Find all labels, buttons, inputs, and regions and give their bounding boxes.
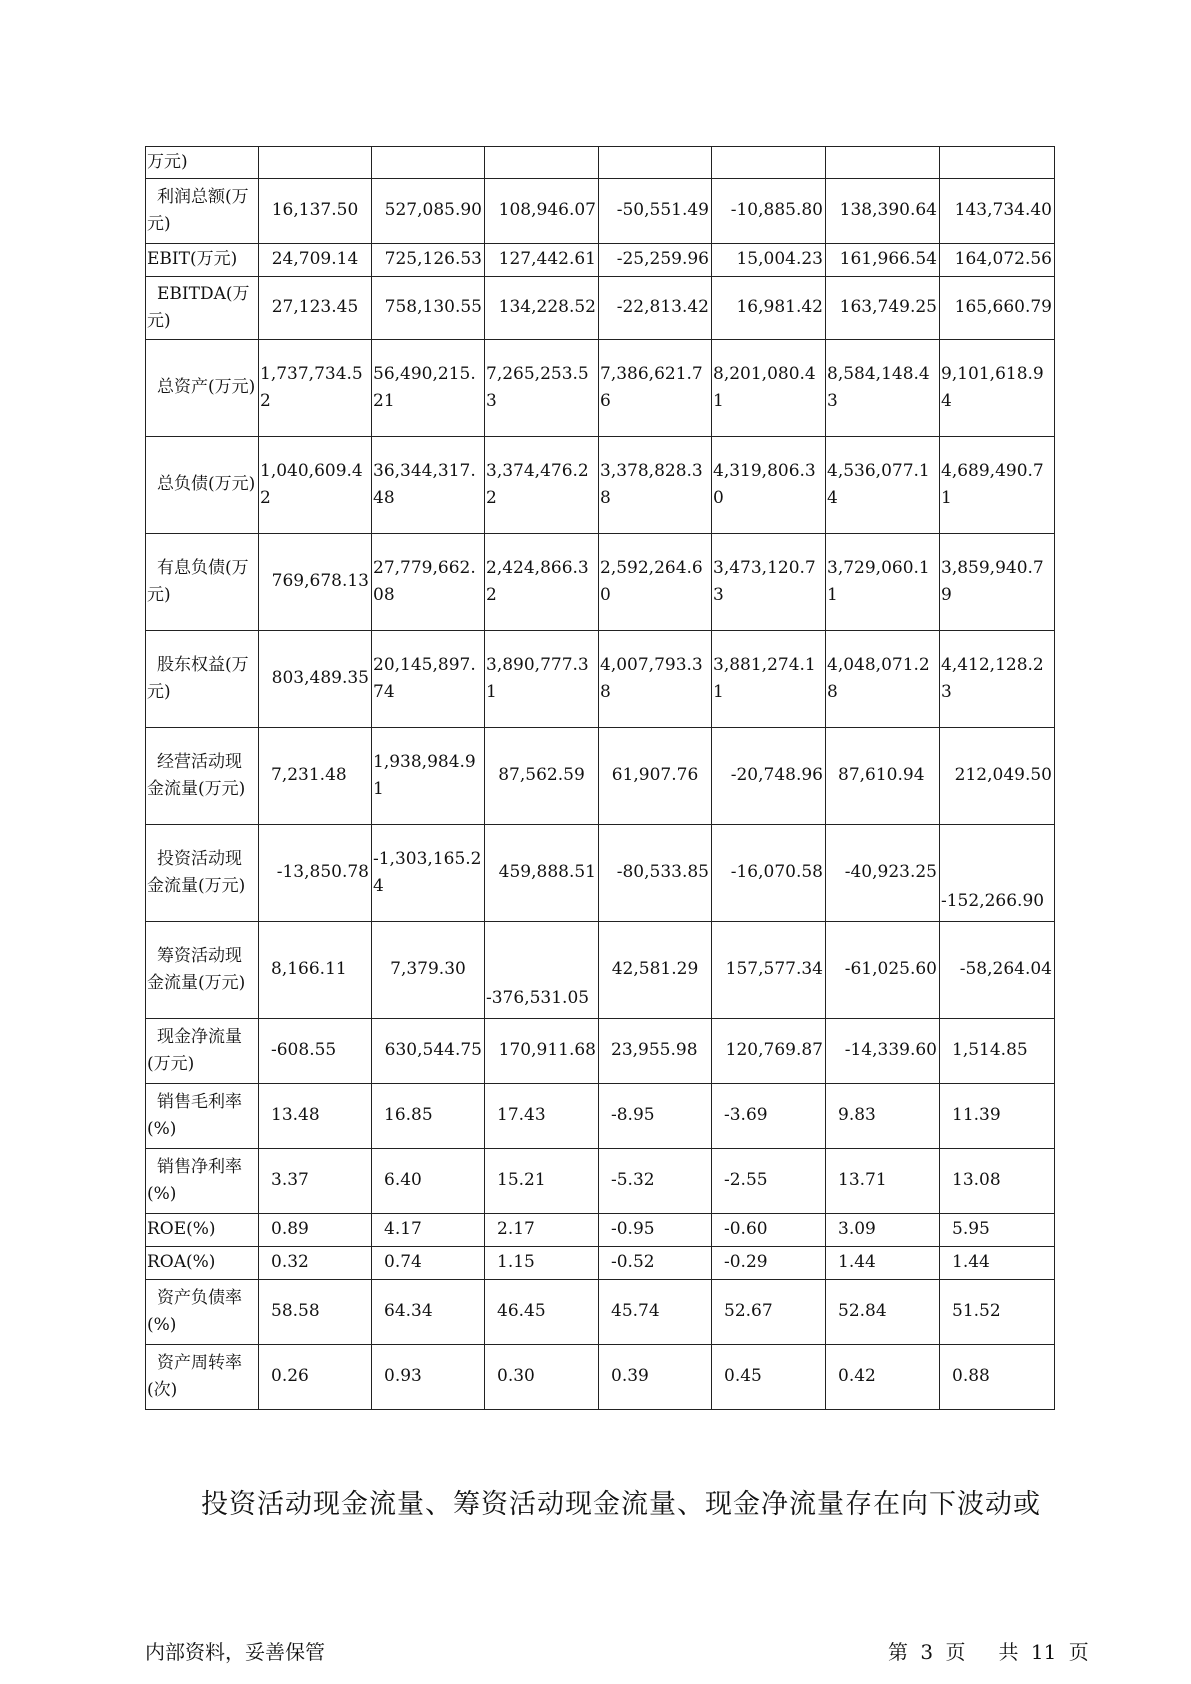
table-cell: 16,137.50 (259, 179, 372, 244)
table-cell: 15.21 (485, 1149, 599, 1214)
table-cell: 212,049.50 (940, 728, 1055, 825)
table-cell: 7,265,253.53 (485, 340, 599, 437)
table-cell: 127,442.61 (485, 244, 599, 277)
table-cell: 164,072.56 (940, 244, 1055, 277)
page-prefix: 第 (888, 1640, 908, 1664)
table-cell: 0.39 (599, 1345, 712, 1410)
table-cell: 3,729,060.11 (826, 534, 940, 631)
table-cell: 24,709.14 (259, 244, 372, 277)
table-cell: 1.44 (826, 1247, 940, 1280)
table-cell: -152,266.90 (940, 825, 1055, 922)
table-cell: 0.74 (372, 1247, 485, 1280)
table-cell: 27,123.45 (259, 277, 372, 340)
table-cell: 13.08 (940, 1149, 1055, 1214)
table-cell: 16,981.42 (712, 277, 826, 340)
table-cell: 15,004.23 (712, 244, 826, 277)
table-cell: -20,748.96 (712, 728, 826, 825)
table-cell (940, 147, 1055, 179)
table-cell: 161,966.54 (826, 244, 940, 277)
table-body (146, 147, 1055, 1410)
table-cell: 1,514.85 (940, 1019, 1055, 1084)
row-label: 万元) (146, 147, 259, 179)
page-suffix: 页 (945, 1640, 966, 1664)
table-row (146, 277, 1055, 340)
table-cell: 157,577.34 (712, 922, 826, 1019)
table-cell: 527,085.90 (372, 179, 485, 244)
row-label: 投资活动现金流量(万元) (146, 825, 259, 922)
row-label: 资产周转率(次) (146, 1345, 259, 1410)
table-cell: 17.43 (485, 1084, 599, 1149)
table-cell: 4,048,071.28 (826, 631, 940, 728)
table-cell: -80,533.85 (599, 825, 712, 922)
row-label: EBIT(万元) (146, 244, 259, 277)
table-cell: 143,734.40 (940, 179, 1055, 244)
table-cell (599, 147, 712, 179)
table-row (146, 1019, 1055, 1084)
table-cell: 725,126.53 (372, 244, 485, 277)
table-cell: 4,689,490.71 (940, 437, 1055, 534)
table-cell: -376,531.05 (485, 922, 599, 1019)
table-cell: 2,592,264.60 (599, 534, 712, 631)
table-cell: -2.55 (712, 1149, 826, 1214)
table-cell: 0.30 (485, 1345, 599, 1410)
table-cell: -13,850.78 (259, 825, 372, 922)
table-cell (372, 147, 485, 179)
body-paragraph: 投资活动现金流量、筹资活动现金流量、现金净流量存在向下波动或 (201, 1489, 1041, 1520)
row-label: 筹资活动现金流量(万元) (146, 922, 259, 1019)
table-cell: 3,881,274.11 (712, 631, 826, 728)
table-cell: 3.37 (259, 1149, 372, 1214)
table-cell: 803,489.35 (259, 631, 372, 728)
table-cell: -0.52 (599, 1247, 712, 1280)
table-cell: 52.84 (826, 1280, 940, 1345)
table-cell: 459,888.51 (485, 825, 599, 922)
table-cell: 0.45 (712, 1345, 826, 1410)
table-cell: -14,339.60 (826, 1019, 940, 1084)
table-cell: 9.83 (826, 1084, 940, 1149)
row-label: 资产负债率(%) (146, 1280, 259, 1345)
table-cell: 87,562.59 (485, 728, 599, 825)
table-row (146, 922, 1055, 1019)
table-cell: -8.95 (599, 1084, 712, 1149)
total-suffix: 页 (1068, 1640, 1089, 1664)
table-row (146, 631, 1055, 728)
table-cell: 51.52 (940, 1280, 1055, 1345)
table-cell: 27,779,662.08 (372, 534, 485, 631)
table-cell: 7,386,621.76 (599, 340, 712, 437)
table-cell: 165,660.79 (940, 277, 1055, 340)
page-number: 3 (920, 1640, 934, 1664)
table-cell: -16,070.58 (712, 825, 826, 922)
table-cell: 46.45 (485, 1280, 599, 1345)
table-cell: 56,490,215.21 (372, 340, 485, 437)
table-cell: 4.17 (372, 1214, 485, 1247)
table-cell: 108,946.07 (485, 179, 599, 244)
table-cell: 0.93 (372, 1345, 485, 1410)
table-cell: 58.58 (259, 1280, 372, 1345)
table-cell: 9,101,618.94 (940, 340, 1055, 437)
table-cell: 61,907.76 (599, 728, 712, 825)
table-cell: 120,769.87 (712, 1019, 826, 1084)
table-row (146, 1280, 1055, 1345)
row-label: 现金净流量(万元) (146, 1019, 259, 1084)
table-cell: -3.69 (712, 1084, 826, 1149)
table-row (146, 1084, 1055, 1149)
row-label: 经营活动现金流量(万元) (146, 728, 259, 825)
table-cell: 8,584,148.43 (826, 340, 940, 437)
table-cell: 0.26 (259, 1345, 372, 1410)
table-row (146, 244, 1055, 277)
table-row (146, 534, 1055, 631)
table-cell: 170,911.68 (485, 1019, 599, 1084)
table-cell: 20,145,897.74 (372, 631, 485, 728)
table-cell: -25,259.96 (599, 244, 712, 277)
row-label: 销售毛利率(%) (146, 1084, 259, 1149)
total-prefix: 共 (998, 1640, 1019, 1664)
row-label: ROA(%) (146, 1247, 259, 1280)
table-cell: 1,040,609.42 (259, 437, 372, 534)
table-row (146, 340, 1055, 437)
table-row (146, 1345, 1055, 1410)
table-cell: 13.71 (826, 1149, 940, 1214)
table-cell (259, 147, 372, 179)
table-cell: -608.55 (259, 1019, 372, 1084)
table-cell: -10,885.80 (712, 179, 826, 244)
table-cell: 23,955.98 (599, 1019, 712, 1084)
table-cell: 769,678.13 (259, 534, 372, 631)
total-number: 11 (1030, 1640, 1057, 1664)
table-cell: 1,737,734.52 (259, 340, 372, 437)
footer-confidential-note: 内部资料，妥善保管 (145, 1640, 325, 1664)
table-cell: -40,923.25 (826, 825, 940, 922)
table-cell: -61,025.60 (826, 922, 940, 1019)
table-cell: 16.85 (372, 1084, 485, 1149)
table-cell: -22,813.42 (599, 277, 712, 340)
table-cell: 45.74 (599, 1280, 712, 1345)
table-cell: -1,303,165.24 (372, 825, 485, 922)
table-cell: 0.88 (940, 1345, 1055, 1410)
table-cell: 0.32 (259, 1247, 372, 1280)
table-cell: 6.40 (372, 1149, 485, 1214)
table-cell: 1,938,984.91 (372, 728, 485, 825)
table-cell: 3,378,828.38 (599, 437, 712, 534)
table-cell: 7,231.48 (259, 728, 372, 825)
row-label: 销售净利率(%) (146, 1149, 259, 1214)
table-cell: 13.48 (259, 1084, 372, 1149)
table-cell: 4,536,077.14 (826, 437, 940, 534)
table-cell: 3.09 (826, 1214, 940, 1247)
table-cell: 3,890,777.31 (485, 631, 599, 728)
table-cell: 4,007,793.38 (599, 631, 712, 728)
table-cell: -5.32 (599, 1149, 712, 1214)
table-cell: 52.67 (712, 1280, 826, 1345)
table-cell: 42,581.29 (599, 922, 712, 1019)
table-cell: 7,379.30 (372, 922, 485, 1019)
row-label: 有息负债(万元) (146, 534, 259, 631)
row-label: 总负债(万元) (146, 437, 259, 534)
table-cell: -0.29 (712, 1247, 826, 1280)
footer-page-counter (888, 1636, 1091, 1665)
table-cell: 8,201,080.41 (712, 340, 826, 437)
table-cell: 11.39 (940, 1084, 1055, 1149)
table-row (146, 825, 1055, 922)
table-cell: 134,228.52 (485, 277, 599, 340)
table-row (146, 1214, 1055, 1247)
table-cell: 2,424,866.32 (485, 534, 599, 631)
row-label: 股东权益(万元) (146, 631, 259, 728)
table-cell: 4,319,806.30 (712, 437, 826, 534)
table-row (146, 1247, 1055, 1280)
table-cell (712, 147, 826, 179)
table-cell: -58,264.04 (940, 922, 1055, 1019)
table-row (146, 728, 1055, 825)
row-label: 总资产(万元) (146, 340, 259, 437)
table-cell (485, 147, 599, 179)
row-label: EBITDA(万元) (146, 277, 259, 340)
table-cell: 1.15 (485, 1247, 599, 1280)
table-cell: 0.89 (259, 1214, 372, 1247)
table-row (146, 1149, 1055, 1214)
table-row (146, 179, 1055, 244)
row-label: 利润总额(万元) (146, 179, 259, 244)
table-cell: 5.95 (940, 1214, 1055, 1247)
table-cell: 2.17 (485, 1214, 599, 1247)
table-cell: -50,551.49 (599, 179, 712, 244)
table-cell: 630,544.75 (372, 1019, 485, 1084)
table-cell: 64.34 (372, 1280, 485, 1345)
financial-table (145, 146, 1055, 1410)
table-cell: 3,859,940.79 (940, 534, 1055, 631)
table-cell: 87,610.94 (826, 728, 940, 825)
table-cell: 4,412,128.23 (940, 631, 1055, 728)
table-cell: 758,130.55 (372, 277, 485, 340)
table-row (146, 147, 1055, 179)
table-cell: -0.95 (599, 1214, 712, 1247)
table-cell: 3,374,476.22 (485, 437, 599, 534)
table-cell: 0.42 (826, 1345, 940, 1410)
table-cell: 8,166.11 (259, 922, 372, 1019)
table-row (146, 437, 1055, 534)
table-cell: 138,390.64 (826, 179, 940, 244)
table-cell: 1.44 (940, 1247, 1055, 1280)
table-cell: 36,344,317.48 (372, 437, 485, 534)
table-cell: 163,749.25 (826, 277, 940, 340)
row-label: ROE(%) (146, 1214, 259, 1247)
table-cell: 3,473,120.73 (712, 534, 826, 631)
table-cell: -0.60 (712, 1214, 826, 1247)
table-cell (826, 147, 940, 179)
